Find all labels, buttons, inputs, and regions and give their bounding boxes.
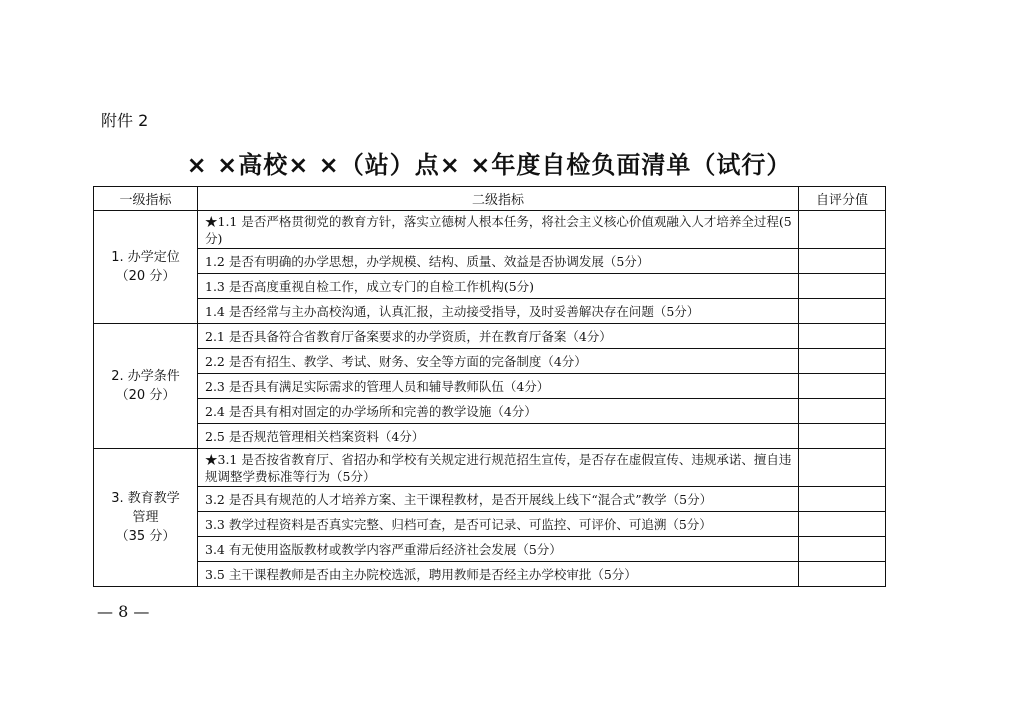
self-score-cell[interactable] [799, 512, 886, 537]
table-row [94, 399, 886, 424]
table-row [94, 249, 886, 274]
table-row [94, 274, 886, 299]
table-row [94, 537, 886, 562]
header-secondary-indicator: 二级指标 [198, 187, 799, 211]
header-primary-indicator: 一级指标 [94, 187, 198, 211]
self-score-cell[interactable] [799, 211, 886, 249]
indicator-item: 2.1 是否具备符合省教育厅备案要求的办学资质，并在教育厅备案（4分） [198, 324, 799, 349]
table-row [94, 349, 886, 374]
table-row [94, 374, 886, 399]
self-score-cell[interactable] [799, 249, 886, 274]
group-score: （20 分） [115, 388, 176, 403]
indicator-item: 3.5 主干课程教师是否由主办院校选派，聘用教师是否经主办学校审批（5分） [198, 562, 799, 587]
header-self-score: 自评分值 [799, 187, 886, 211]
table-row [94, 424, 886, 449]
checklist-table [93, 186, 886, 587]
indicator-item: 1.3 是否高度重视自检工作，成立专门的自检工作机构(5分) [198, 274, 799, 299]
indicator-item: 3.2 是否具有规范的人才培养方案、主干课程教材，是否开展线上线下“混合式”教学（5分） [198, 487, 799, 512]
group-score: （20 分） [115, 269, 176, 284]
self-score-cell[interactable] [799, 449, 886, 487]
table-header-row [94, 187, 886, 211]
group-score: （35 分） [115, 529, 176, 544]
document-title: × ×高校× ×（站）点× ×年度自检负面清单（试行） [186, 151, 792, 179]
indicator-item: 2.2 是否有招生、教学、考试、财务、安全等方面的完备制度（4分） [198, 349, 799, 374]
indicator-item: 3.3 教学过程资料是否真实完整、归档可查，是否可记录、可监控、可评价、可追溯（5分） [198, 512, 799, 537]
table-row [94, 324, 886, 349]
indicator-item: ★1.1 是否严格贯彻党的教育方针，落实立德树人根本任务，将社会主义核心价值观融入人才培养全过程(5分) [198, 211, 799, 249]
table-row [94, 211, 886, 249]
self-score-cell[interactable] [799, 562, 886, 587]
self-score-cell[interactable] [799, 537, 886, 562]
group-name-line1: 3. 教育教学 [111, 491, 180, 506]
indicator-item: 2.4 是否具有相对固定的办学场所和完善的教学设施（4分） [198, 399, 799, 424]
indicator-item: 2.3 是否具有满足实际需求的管理人员和辅导教师队伍（4分） [198, 374, 799, 399]
table-row [94, 562, 886, 587]
group-name: 1. 办学定位 [111, 250, 180, 265]
self-score-cell[interactable] [799, 299, 886, 324]
indicator-item: 2.5 是否规范管理相关档案资料（4分） [198, 424, 799, 449]
self-score-cell[interactable] [799, 349, 886, 374]
indicator-item: 1.4 是否经常与主办高校沟通，认真汇报，主动接受指导，及时妥善解决存在问题（5分） [198, 299, 799, 324]
group-name: 2. 办学条件 [111, 369, 180, 384]
self-score-cell[interactable] [799, 399, 886, 424]
self-score-cell[interactable] [799, 274, 886, 299]
self-score-cell[interactable] [799, 424, 886, 449]
indicator-item: ★3.1 是否按省教育厅、省招办和学校有关规定进行规范招生宣传，是否存在虚假宣传、违规承诺、擅自违规调整学费标准等行为（5分） [198, 449, 799, 487]
group-cell-conditions [94, 324, 198, 449]
table-row [94, 487, 886, 512]
group-name-line2: 管理 [132, 510, 159, 525]
group-cell-teaching-management [94, 449, 198, 587]
self-score-cell[interactable] [799, 324, 886, 349]
group-cell-positioning [94, 211, 198, 324]
attachment-label: 附件 2 [101, 111, 149, 130]
page-number: — 8 — [97, 602, 150, 621]
indicator-item: 1.2 是否有明确的办学思想，办学规模、结构、质量、效益是否协调发展（5分） [198, 249, 799, 274]
self-score-cell[interactable] [799, 487, 886, 512]
self-score-cell[interactable] [799, 374, 886, 399]
indicator-item: 3.4 有无使用盗版教材或教学内容严重滞后经济社会发展（5分） [198, 537, 799, 562]
table-row [94, 449, 886, 487]
table-row [94, 512, 886, 537]
table-row [94, 299, 886, 324]
